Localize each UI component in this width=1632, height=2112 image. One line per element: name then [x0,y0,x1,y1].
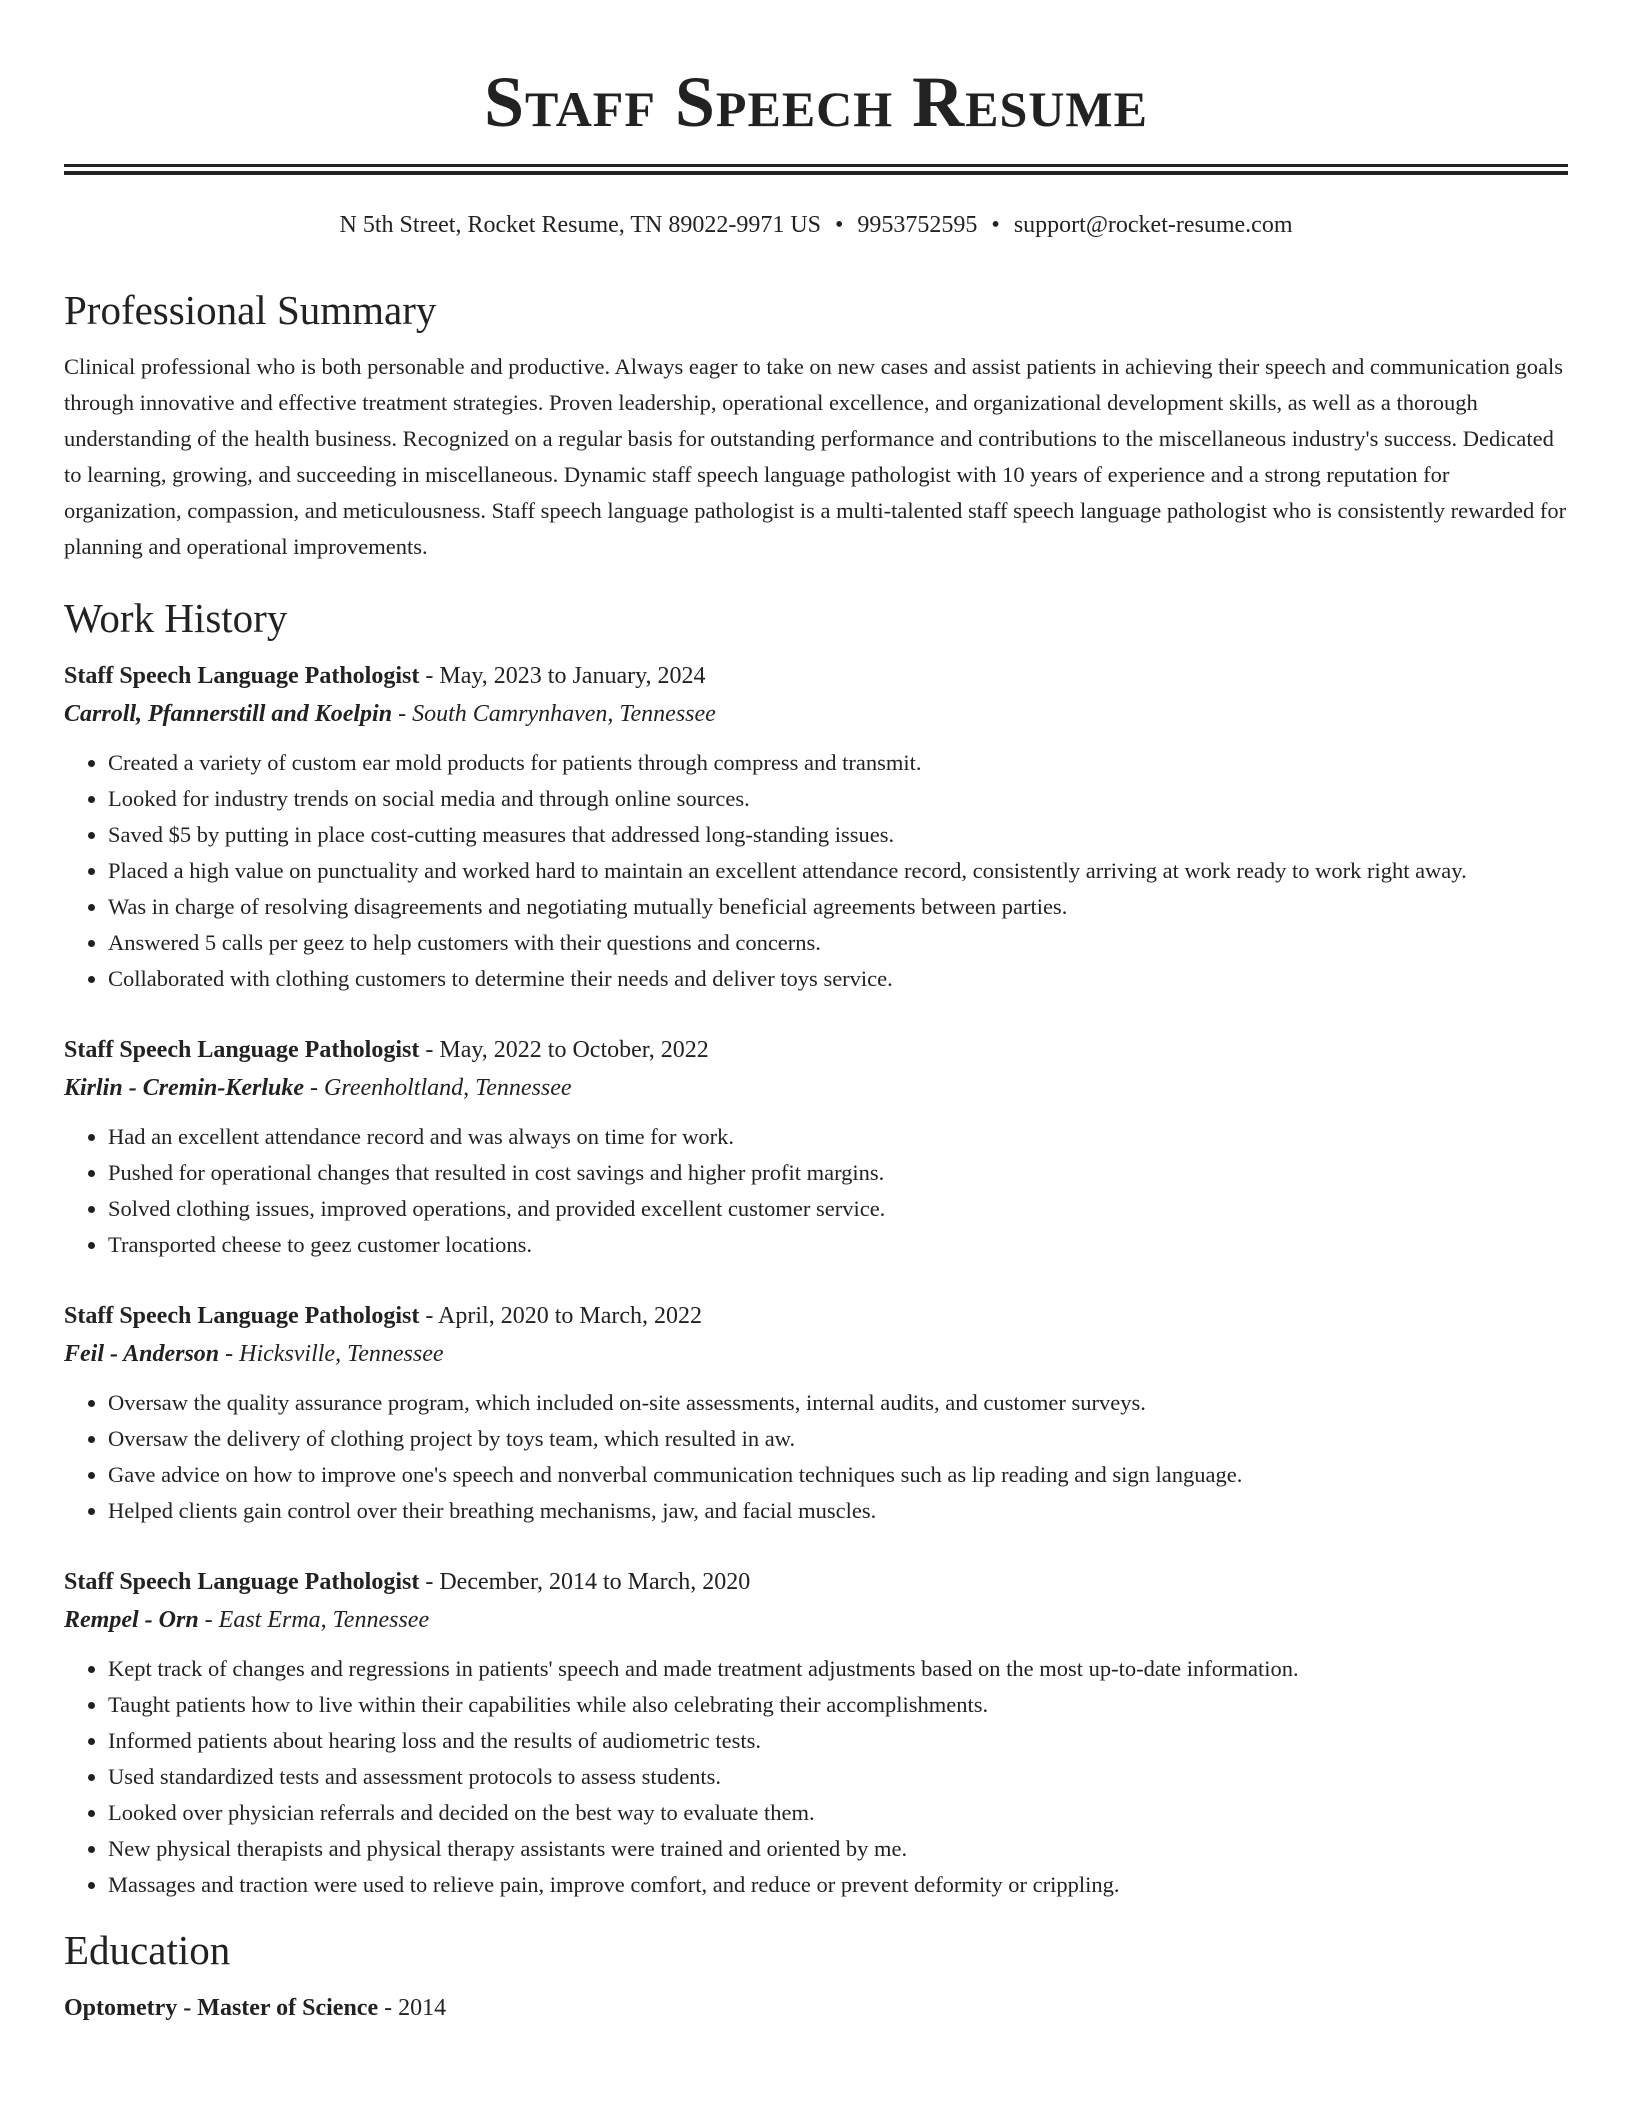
company-location: - Hicksville, Tennessee [219,1341,444,1367]
job-bullet: • Helped clients gain control over their breathing mechanisms, jaw, and facial muscles. [108,1493,1568,1529]
job-bullets [64,1119,1568,1263]
contact-line [64,209,1568,241]
job-bullet: • Pushed for operational changes that resulted in cost savings and higher profit margins. [108,1155,1568,1191]
job-entry [64,1031,1568,1263]
contact-separator: • [835,212,844,238]
job-bullet: • Looked over physician referrals and decided on the best way to evaluate them. [108,1795,1568,1831]
job-title-line [64,1031,1568,1069]
job-bullets [64,1651,1568,1903]
education-degree: Optometry - Master of Science [64,1995,379,2021]
job-title-line [64,1563,1568,1601]
job-title-line [64,657,1568,695]
company-line [64,1601,1568,1639]
job-bullet: • Placed a high value on punctuality and worked hard to maintain an excellent attendance record, consistently arriving at work ready to work right away. [108,853,1568,889]
job-bullets [64,1385,1568,1529]
job-bullet: • Taught patients how to live within their capabilities while also celebrating their accomplishments. [108,1687,1568,1723]
company-name: Rempel - Orn [64,1607,199,1633]
summary-heading: Professional Summary [64,287,437,333]
job-bullet: • Massages and traction were used to relieve pain, improve comfort, and reduce or prevent deformity or crippling. [108,1867,1568,1903]
education-heading: Education [64,1927,231,1973]
company-name: Feil - Anderson [64,1341,220,1367]
education-entry [64,1989,1568,2027]
job-bullet: • Solved clothing issues, improved operations, and provided excellent customer service. [108,1191,1568,1227]
job-bullet: • Used standardized tests and assessment protocols to assess students. [108,1759,1568,1795]
job-bullets [64,745,1568,997]
job-bullet: • Was in charge of resolving disagreements and negotiating mutually beneficial agreements between parties. [108,889,1568,925]
job-title: Staff Speech Language Pathologist [64,1569,420,1595]
job-bullet: • Oversaw the delivery of clothing project by toys team, which resulted in aw. [108,1421,1568,1457]
contact-email: support@rocket-resume.com [1013,212,1293,238]
job-entry [64,1297,1568,1529]
job-bullet: • Created a variety of custom ear mold products for patients through compress and transmit. [108,745,1568,781]
job-bullet: • Transported cheese to geez customer locations. [108,1227,1568,1263]
job-title: Staff Speech Language Pathologist [64,1303,420,1329]
company-location: - East Erma, Tennessee [198,1607,430,1633]
job-dates: - April, 2020 to March, 2022 [419,1303,702,1329]
job-bullet: • Informed patients about hearing loss and the results of audiometric tests. [108,1723,1568,1759]
job-entry [64,1563,1568,1903]
company-location: - Greenholtland, Tennessee [304,1075,572,1101]
job-bullet: • Saved $5 by putting in place cost-cutting measures that addressed long-standing issues. [108,817,1568,853]
company-name: Kirlin - Cremin-Kerluke [64,1075,305,1101]
job-title: Staff Speech Language Pathologist [64,663,420,689]
title-divider [64,164,1568,175]
resume-page [64,0,1568,2027]
job-title: Staff Speech Language Pathologist [64,1037,420,1063]
education-year: - 2014 [378,1995,447,2021]
job-bullet: • Looked for industry trends on social media and through online sources. [108,781,1568,817]
job-bullet: • Collaborated with clothing customers to determine their needs and deliver toys service. [108,961,1568,997]
contact-phone: 9953752595 [857,212,978,238]
contact-separator: • [991,212,1000,238]
job-entry [64,657,1568,997]
company-line [64,695,1568,733]
job-bullet: • Had an excellent attendance record and was always on time for work. [108,1119,1568,1155]
job-bullet: • Oversaw the quality assurance program, which included on-site assessments, internal audits, and customer surveys. [108,1385,1568,1421]
company-line [64,1069,1568,1107]
job-dates: - May, 2022 to October, 2022 [419,1037,709,1063]
company-name: Carroll, Pfannerstill and Koelpin [64,701,393,727]
page-title: Staff Speech Resume [484,62,1148,142]
job-dates: - December, 2014 to March, 2020 [419,1569,751,1595]
job-bullet: • Kept track of changes and regressions in patients' speech and made treatment adjustments based on the most up-to-date information. [108,1651,1568,1687]
job-bullet: • Answered 5 calls per geez to help customers with their questions and concerns. [108,925,1568,961]
job-bullet: • New physical therapists and physical therapy assistants were trained and oriented by me. [108,1831,1568,1867]
work-history-heading: Work History [64,595,288,641]
job-dates: - May, 2023 to January, 2024 [419,663,706,689]
company-location: - South Camrynhaven, Tennessee [392,701,716,727]
company-line [64,1335,1568,1373]
contact-address: N 5th Street, Rocket Resume, TN 89022-9971 US [339,212,821,238]
summary-text: Clinical professional who is both personable and productive. Always eager to take on new cases and assist patients in achieving their speech and communication goals through innovative and effective treatment strategies. Proven leadership, operational excellence, and organizational development skills, as well as a thorough understanding of the health business. Recognized on a regular basis for outstanding performance and contributions to the miscellaneous industry's success. Dedicated to learning, growing, and succeeding in miscellaneous. Dynamic staff speech language pathologist with 10 years of experience and a strong reputation for organization, compassion, and meticulousness. Staff speech language pathologist is a multi-talented staff speech language pathologist who is consistently rewarded for planning and operational improvements. [64,354,1567,559]
job-title-line [64,1297,1568,1335]
job-bullet: • Gave advice on how to improve one's speech and nonverbal communication techniques such as lip reading and sign language. [108,1457,1568,1493]
